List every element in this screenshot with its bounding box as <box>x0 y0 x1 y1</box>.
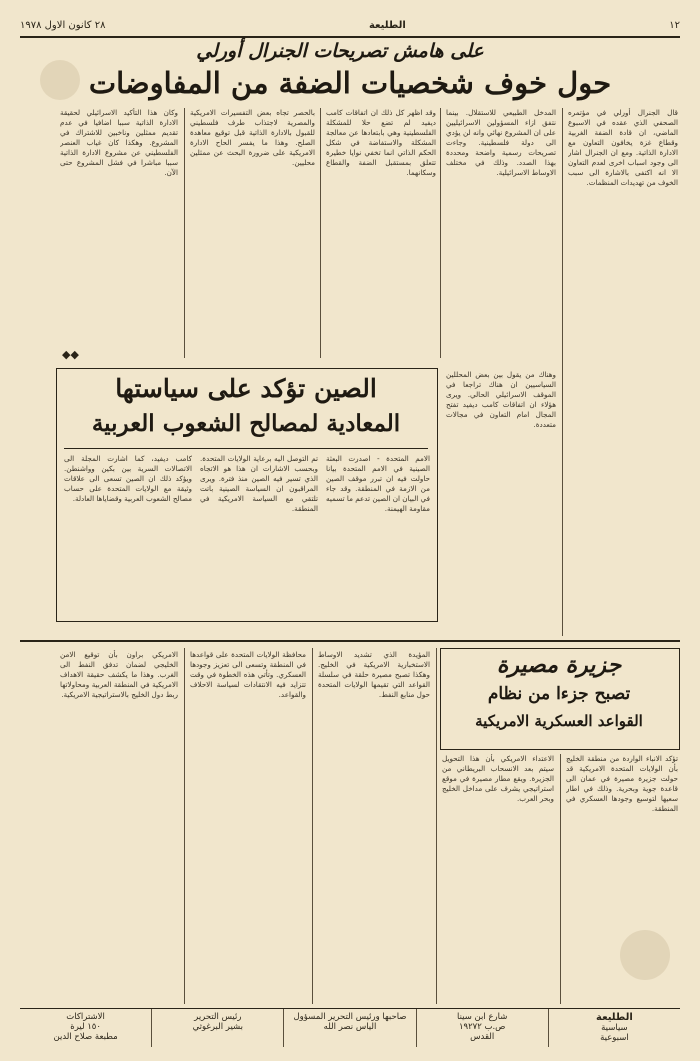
china-column-2: تم التوصل اليه برعاية الولايات المتحدة. وبحسب الاشارات ان هذا هو الاتجاه الذي تسير فيه الصين منذ فترة. ويرى المراقبون ان السياسة الصينية باتت تلتقي مع السياسة الامريكية في المنطقة. <box>200 454 318 513</box>
publisher-type-1: سياسية <box>601 1023 628 1033</box>
page-date: ٢٨ كانون الاول ١٩٧٨ <box>20 19 106 31</box>
subscriptions-value: ١٥٠ ليرة <box>70 1022 101 1032</box>
island-column-5: الامريكي براون بأن توقيع الامن الخليجي لضمان تدفق النفط الى الغرب. وهذا ما يكشف حقيقة الاهداف الامريكية في المنطقة العربية ومحاولاتها ربط دول الخليج بالاستراتيجية الامريكية. <box>60 650 178 699</box>
column-divider <box>440 108 441 358</box>
china-column-1: الامم المتحدة - اصدرت البعثة الصينية في الامم المتحدة بيانا حاولت فيه ان تبرر موقف الصين من الازمة في المنطقة. وقد جاء في البيان ان الصين تدعم ما تسميه مقاومة الهيمنة. <box>326 454 430 513</box>
column-divider <box>184 108 185 358</box>
address-line-3: القدس <box>470 1032 495 1042</box>
end-mark: ◆◆ <box>62 348 79 361</box>
editor-label: رئيس التحرير <box>194 1012 242 1022</box>
column-divider <box>312 648 313 1004</box>
island-kicker: جزيرة مصيرة <box>496 652 622 678</box>
column-divider <box>184 648 185 1004</box>
island-column-2: الاعتداء الامريكي بأن هذا التحويل سيتم بعد الانسحاب البريطاني من الجزيرة. ويقع مطار مصيرة في موقع استراتيجي يشرف على مداخل الخليج وبحر العرب. <box>442 754 554 803</box>
owner-label: صاحبها ورئيس التحرير المسؤول <box>293 1012 407 1022</box>
address-line-1: شارع ابن سينا <box>457 1012 508 1022</box>
publisher-cell <box>548 1009 680 1047</box>
owner-name: الياس نصر الله <box>323 1022 377 1032</box>
lead-column-2: المدخل الطبيعي للاستقلال. بينما نتفق ازاء المسؤولين الاسرائيليين على ان المشروع نهائي وانه لن يؤدي الى دولة فلسطينية. وجاءت تصريحات رسمية واضحة ومحددة بهذا الصدد. وذلك في مختلف الاوساط الاسرائيلية. <box>446 108 556 177</box>
island-headline-1: تصبح جزءا من نظام <box>487 684 631 704</box>
lead-headline: حول خوف شخصيات الضفة من المفاوضات <box>88 66 612 100</box>
column-divider <box>560 754 561 1004</box>
china-column-3: كامب ديفيد، كما اشارت المجلة الى الاتصالات السرية بين بكين وواشنطن. ويؤكد ذلك ان الصين تسعى الى علاقات وثيقة مع الولايات المتحدة على حساب مصالح الشعوب العربية وقضاياها العادلة. <box>64 454 192 503</box>
column-divider <box>320 108 321 358</box>
publisher-type-2: اسبوعية <box>600 1033 629 1043</box>
page-header <box>20 14 680 38</box>
island-column-3: المؤيدة الذي تشديد الاوساط الاستخبارية الامريكية في الخليج. وهكذا تصبح مصيرة حلقة في سلسلة القواعد التي تقيمها الولايات المتحدة حول منابع النفط. <box>318 650 430 699</box>
lead-column-5: وكان هذا التأكيد الاسرائيلي لحقيقة الادارة الذاتية سببا اضافيا في عدم تقديم ممثلين وناخبين للاشتراك في المشروع. وهكذا كان غياب العنصر الفلسطيني عن مشروع الادارة الذاتية سببا مباشرا في فشل المشروع حتى الآن. <box>60 108 178 177</box>
masthead-footer <box>20 1008 680 1047</box>
lead-column-4: بالحصر تجاه بعض التفسيرات الامريكية والمصرية لاجتذاب طرف فلسطيني للقبول بالادارة الذاتية قبل توقيع معاهدة الصلح. وهذا ما يفسر الحاح الادارة الامريكية على ضرورة البحث عن ممثلين محليين. <box>190 108 315 167</box>
address-line-2: ص.ب ١٩٢٧٢ <box>458 1022 506 1032</box>
china-headline-1: الصين تؤكد على سياستها <box>115 374 377 403</box>
subscriptions-label: الاشتراكات <box>66 1012 105 1022</box>
island-column-1: تؤكد الانباء الواردة من منطقة الخليج بأن الولايات المتحدة الامريكية قد حولت جزيرة مصيرة في عمان الى قاعدة جوية وبحرية. وذلك في اطار سعيها لتوسيع وجودها العسكري في المنطقة. <box>566 754 678 813</box>
section-divider <box>20 640 680 642</box>
editor-cell <box>151 1009 283 1047</box>
publisher-name: الطليعة <box>596 1012 633 1023</box>
page-number: ١٢ <box>669 19 680 31</box>
island-headline-2: القواعد العسكرية الامريكية <box>475 712 643 730</box>
china-headline-2: المعادية لمصالح الشعوب العربية <box>91 410 401 437</box>
china-side-column: وهناك من يقول بين بعض المحللين السياسيين ان هناك تراجعا في الموقف الاسرائيلي الحالي. ويرى هؤلاء ان اتفاقات كامب ديفيد تفتح المجال امام التعاون في مجالات متعددة. <box>446 370 556 429</box>
island-column-4: محافظة الولايات المتحدة على قواعدها في المنطقة وتسعى الى تعزيز وجودها العسكري. وتأتي هذه الخطوة في وقت تتزايد فيه الانتقادات لسياسة الاحلاف والقواعد. <box>190 650 306 699</box>
column-divider <box>436 648 437 1004</box>
owner-cell <box>283 1009 415 1047</box>
china-rule <box>64 448 428 449</box>
lead-column-1: قال الجنرال أورلي في مؤتمره الصحفي الذي عقده في الاسبوع الماضي، ان قادة الضفة الغربية وقطاع غزة يخافون التعاون مع الادارة الذاتية. ومع ان الجنرال اشار الى وجود اسباب اخرى لعدم التعاون الا انه اكتفى بالاشارة الى سبب الخوف من تهديدات المنظمات. <box>568 108 678 187</box>
subscriptions-cell <box>20 1009 151 1047</box>
printer-name: مطبعة صلاح الدين <box>53 1032 118 1042</box>
address-cell <box>416 1009 548 1047</box>
section-name: الطليعة <box>368 19 406 31</box>
editor-name: بشير البرغوثي <box>192 1022 243 1032</box>
column-divider <box>562 108 563 636</box>
lead-column-3: وقد اظهر كل ذلك ان اتفاقات كامب ديفيد لم تضع حلا للمشكلة الفلسطينية وهي بابتعادها عن معالجة المشكلة والاستفاضة في شكل الحكم الذاتي انما تخفي نوايا خطيرة تتعلق بمستقبل الضفة والقطاع وسكانهما. <box>326 108 436 177</box>
lead-kicker: على هامش تصريحات الجنرال أورلي <box>196 40 484 62</box>
